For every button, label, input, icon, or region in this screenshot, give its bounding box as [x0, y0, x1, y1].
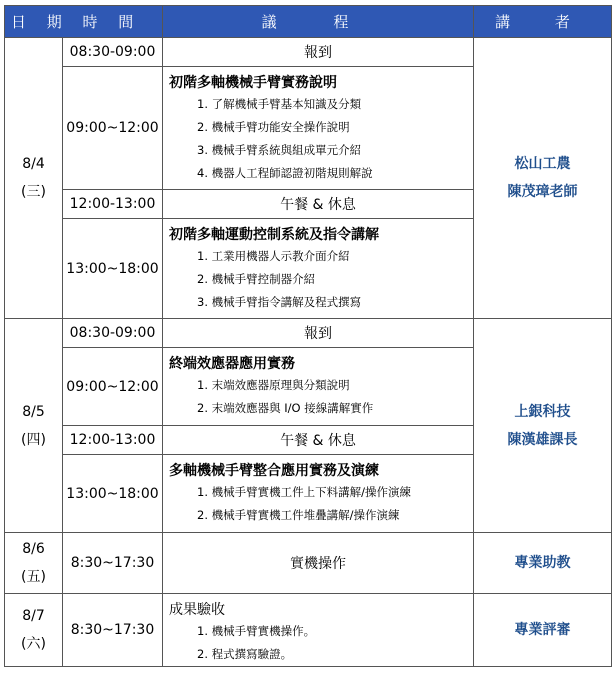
list-item: 2. 機械手臂功能安全操作說明 [197, 120, 350, 134]
header-date-time: 日 期 時 間 [5, 6, 163, 38]
list-item: 2. 機械手臂控制器介紹 [197, 272, 316, 286]
date-cell [5, 594, 63, 667]
date-label: 8/6 [22, 541, 45, 557]
list-item: 4. 機器人工程師認證初階規則解說 [197, 166, 373, 180]
list-item: 1. 機械手臂實機操作。 [197, 624, 316, 638]
agenda-list [169, 481, 473, 527]
time-cell: 12:00-13:00 [63, 190, 163, 219]
agenda-title: 終端效應器應用實務 [169, 356, 295, 372]
weekday-label: (六) [21, 636, 46, 652]
agenda-cell: 報到 [163, 319, 474, 348]
agenda-cell: 午餐 & 休息 [163, 426, 474, 455]
speaker-org: 松山工農 [514, 156, 571, 172]
schedule-table [4, 5, 612, 667]
list-item: 2. 末端效應器與 I/O 接線講解實作 [197, 401, 374, 415]
time-cell: 08:30-09:00 [63, 38, 163, 67]
agenda-title: 多軸機械手臂整合應用實務及演練 [169, 463, 379, 479]
agenda-title: 初階多軸運動控制系統及指令講解 [169, 227, 379, 243]
date-cell [5, 533, 63, 594]
list-item: 3. 機械手臂指令講解及程式撰寫 [197, 295, 362, 309]
list-item: 1. 末端效應器原理與分類說明 [197, 378, 350, 392]
header-agenda: 議 程 [163, 6, 474, 38]
date-label: 8/4 [22, 156, 45, 172]
time-cell: 09:00~12:00 [63, 67, 163, 190]
agenda-list [169, 620, 473, 666]
date-label: 8/7 [22, 608, 45, 624]
list-item: 2. 機械手臂實機工件堆疊講解/操作演練 [197, 508, 400, 522]
time-cell: 8:30~17:30 [63, 594, 163, 667]
date-cell [5, 38, 63, 319]
list-item: 1. 機械手臂實機工件上下料講解/操作演練 [197, 485, 412, 499]
agenda-cell [163, 348, 474, 426]
list-item: 1. 工業用機器人示教介面介紹 [197, 249, 350, 263]
speaker-org: 上銀科技 [514, 403, 571, 420]
agenda-cell: 實機操作 [163, 533, 474, 594]
speaker-cell: 專業助教 [474, 533, 612, 594]
agenda-cell: 報到 [163, 38, 474, 67]
time-cell: 08:30-09:00 [63, 319, 163, 348]
header-row [5, 6, 612, 38]
agenda-cell [163, 455, 474, 533]
agenda-cell [163, 594, 474, 667]
agenda-list [169, 374, 473, 420]
header-speaker: 講 者 [474, 6, 612, 38]
time-cell: 13:00~18:00 [63, 455, 163, 533]
speaker-name: 陳茂璋老師 [507, 184, 578, 200]
table-row [5, 533, 612, 594]
speaker-cell [474, 319, 612, 533]
list-item: 3. 機械手臂系統與組成單元介紹 [197, 143, 362, 157]
agenda-cell [163, 67, 474, 190]
time-cell: 13:00~18:00 [63, 219, 163, 319]
agenda-cell: 午餐 & 休息 [163, 190, 474, 219]
list-item: 2. 程式撰寫驗證。 [197, 647, 293, 661]
weekday-label: (五) [21, 569, 46, 585]
date-cell [5, 319, 63, 533]
table-row [5, 594, 612, 667]
agenda-title: 初階多軸機械手臂實務說明 [169, 75, 337, 91]
speaker-cell [474, 38, 612, 319]
weekday-label: (四) [21, 431, 46, 448]
agenda-cell [163, 219, 474, 319]
weekday-label: (三) [21, 184, 46, 200]
list-item: 1. 了解機械手臂基本知識及分類 [197, 97, 362, 111]
time-cell: 8:30~17:30 [63, 533, 163, 594]
agenda-title: 成果驗收 [169, 602, 225, 618]
agenda-list [169, 245, 473, 314]
speaker-name: 陳漢雄課長 [507, 431, 578, 448]
time-cell: 09:00~12:00 [63, 348, 163, 426]
speaker-cell: 專業評審 [474, 594, 612, 667]
date-label: 8/5 [22, 403, 45, 420]
table-row [5, 319, 612, 348]
table-row [5, 38, 612, 67]
agenda-list [169, 93, 473, 185]
time-cell: 12:00-13:00 [63, 426, 163, 455]
